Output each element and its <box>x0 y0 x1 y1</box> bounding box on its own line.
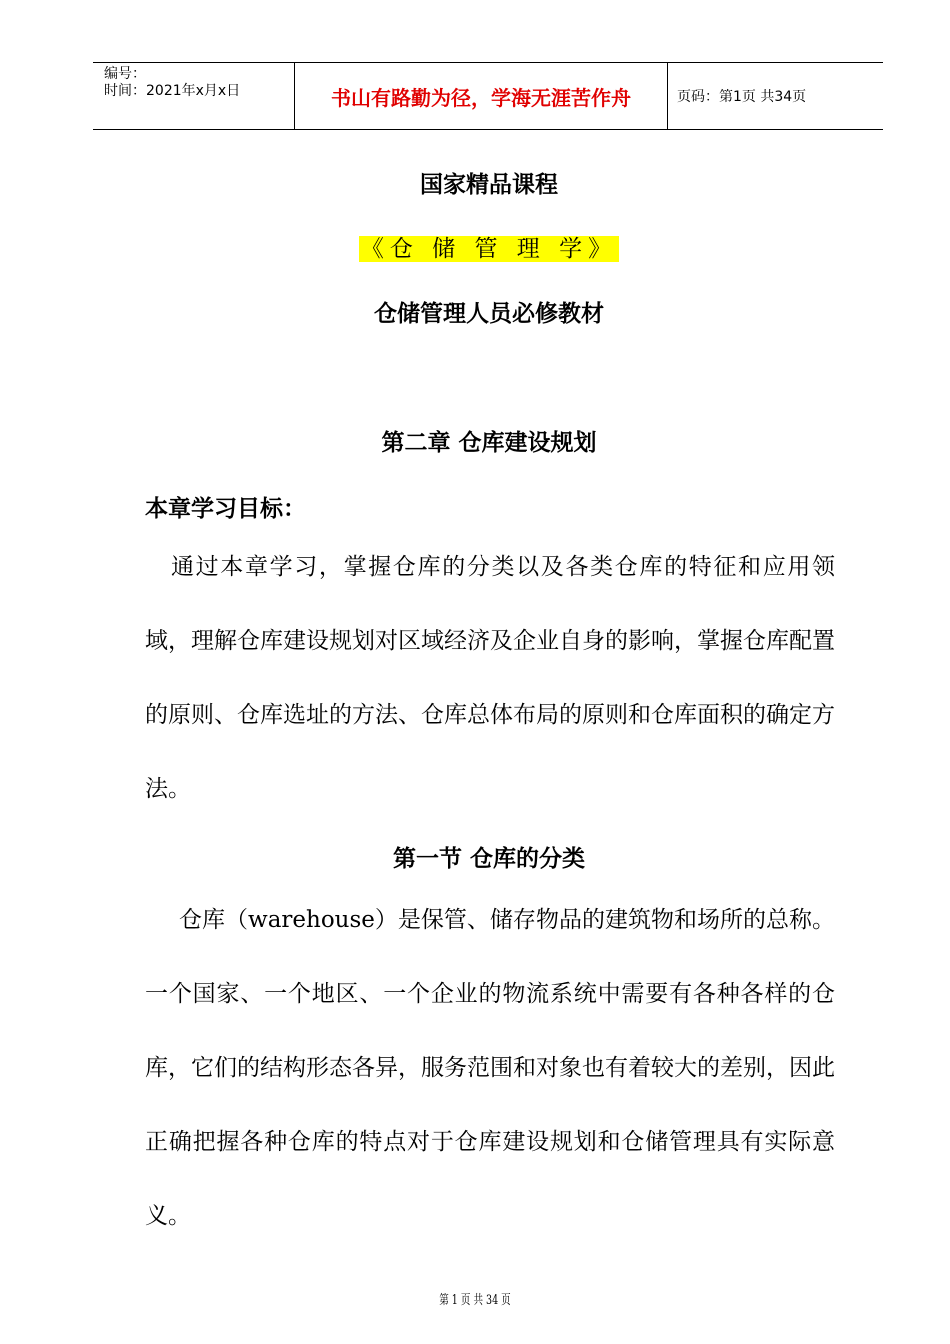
objectives-heading: 本章学习目标： <box>145 496 306 522</box>
book-subtitle: 仓储管理人员必修教材 <box>374 301 604 327</box>
time-label: 时间：2021年x月x日 <box>104 83 241 99</box>
header-meta-cell <box>93 63 295 129</box>
header-page-cell <box>668 63 883 129</box>
serial-label: 编号： <box>104 66 146 82</box>
motto-text: 书山有路勤为径，学海无涯苦作舟 <box>331 85 631 110</box>
header-motto-cell <box>295 63 668 129</box>
chapter-title: 第二章 仓库建设规划 <box>381 430 597 456</box>
header-table <box>93 62 883 130</box>
course-title: 国家精品课程 <box>420 172 558 198</box>
section-heading: 第一节 仓库的分类 <box>392 846 585 872</box>
objectives-paragraph: 通过本章学习，掌握仓库的分类以及各类仓库的特征和应用领域，理解仓库建设规划对区域经济及企业自身的影响，掌握仓库配置的原则、仓库选址的方法、仓库总体布局的原则和仓库面积的确定方法。 <box>145 554 835 802</box>
page-footer: 第 1 页 共 34 页 <box>439 1293 511 1308</box>
book-title-wrap <box>0 230 950 263</box>
page-info: 页码：第1页 共34页 <box>677 89 807 105</box>
section-paragraph: 仓库（warehouse）是保管、储存物品的建筑物和场所的总称。一个国家、一个地区、一个企业的物流系统中需要有各种各样的仓库，它们的结构形态各异，服务范围和对象也有着较大的差别，因此正确把握各种仓库的特点对于仓库建设规划和仓储管理具有实际意义。 <box>145 907 835 1229</box>
book-title: 《仓 储 管 理 学》 <box>360 236 618 262</box>
